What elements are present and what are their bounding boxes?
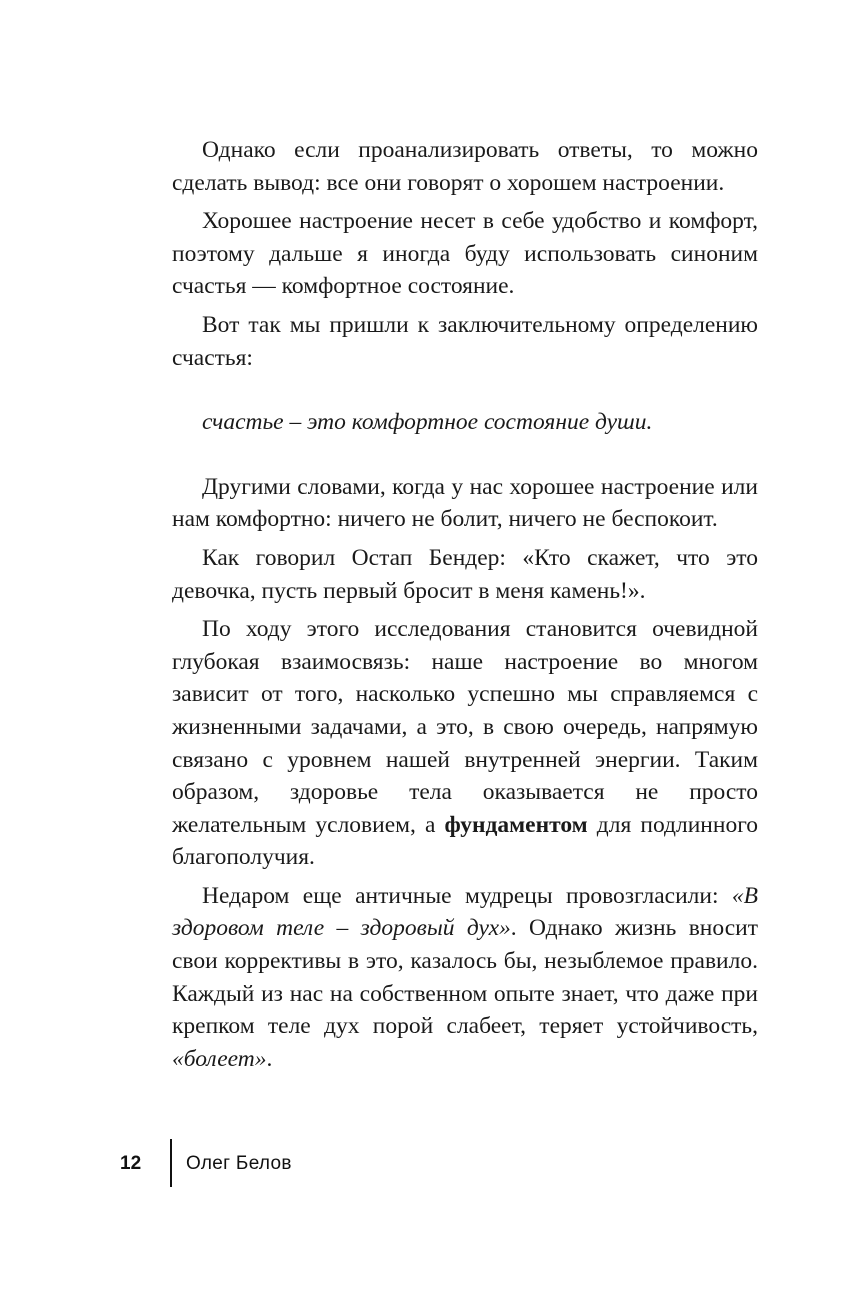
paragraph-research-text-start: По ходу этого исследования становится очевидной глубокая взаимосвязь: наше настроение во многом зависит от того, насколько успешно мы справляемся с жизненными задачами, а это, в свою очередь, напрямую связано с уровнем нашей внутренней энергии. Таким образом, здоровье тела оказывается не просто желательным условием, а: [172, 616, 758, 838]
paragraph-research-text-end: для подлинного благополучия.: [172, 811, 758, 871]
paragraph-sages-text-middle: . Однако жизнь вносит свои коррективы в это, казалось бы, незыблемое правило. Каждый из нас на собственном опыте знает, что даже при крепком теле дух порой слабеет, теряет устойчивость,: [172, 915, 758, 1040]
foundation-bold-word: фундаментом: [444, 811, 588, 838]
paragraph-good-mood: Хорошее настроение несет в себе удобство и комфорт, поэтому дальше я иногда буду использовать синоним счастья — комфортное состояние.: [172, 208, 758, 300]
sick-spirit-quote: «болеет»: [172, 1045, 267, 1072]
footer-divider: [170, 1139, 172, 1187]
paragraph-ostap-bender-quote: Как говорил Остап Бендер: «Кто скажет, что это девочка, пусть первый бросит в меня камень!».: [172, 544, 758, 604]
paragraph-final-definition-intro: Вот так мы пришли к заключительному определению счастья:: [172, 311, 758, 371]
paragraph-sages-text-start: Недаром еще античные мудрецы провозгласили:: [202, 882, 732, 909]
healthy-body-quote: «В здоровом теле – здоровый дух»: [172, 882, 758, 942]
author-name: Олег Белов: [186, 1153, 292, 1174]
page-body: [172, 134, 758, 1075]
page-footer: [120, 1139, 292, 1187]
paragraph-in-other-words: Другими словами, когда у нас хорошее настроение или нам комфортно: ничего не болит, ничего не беспокоит.: [172, 473, 758, 533]
page-number: 12: [120, 1153, 142, 1174]
paragraph-research-connection: [172, 613, 758, 874]
happiness-definition: счастье – это комфортное состояние души.: [202, 409, 653, 436]
paragraph-analysis: Однако если проанализировать ответы, то можно сделать вывод: все они говорят о хорошем настроении.: [172, 137, 758, 196]
paragraph-sages-text-end: .: [266, 1045, 273, 1072]
paragraph-ancient-sages: [172, 880, 758, 1076]
